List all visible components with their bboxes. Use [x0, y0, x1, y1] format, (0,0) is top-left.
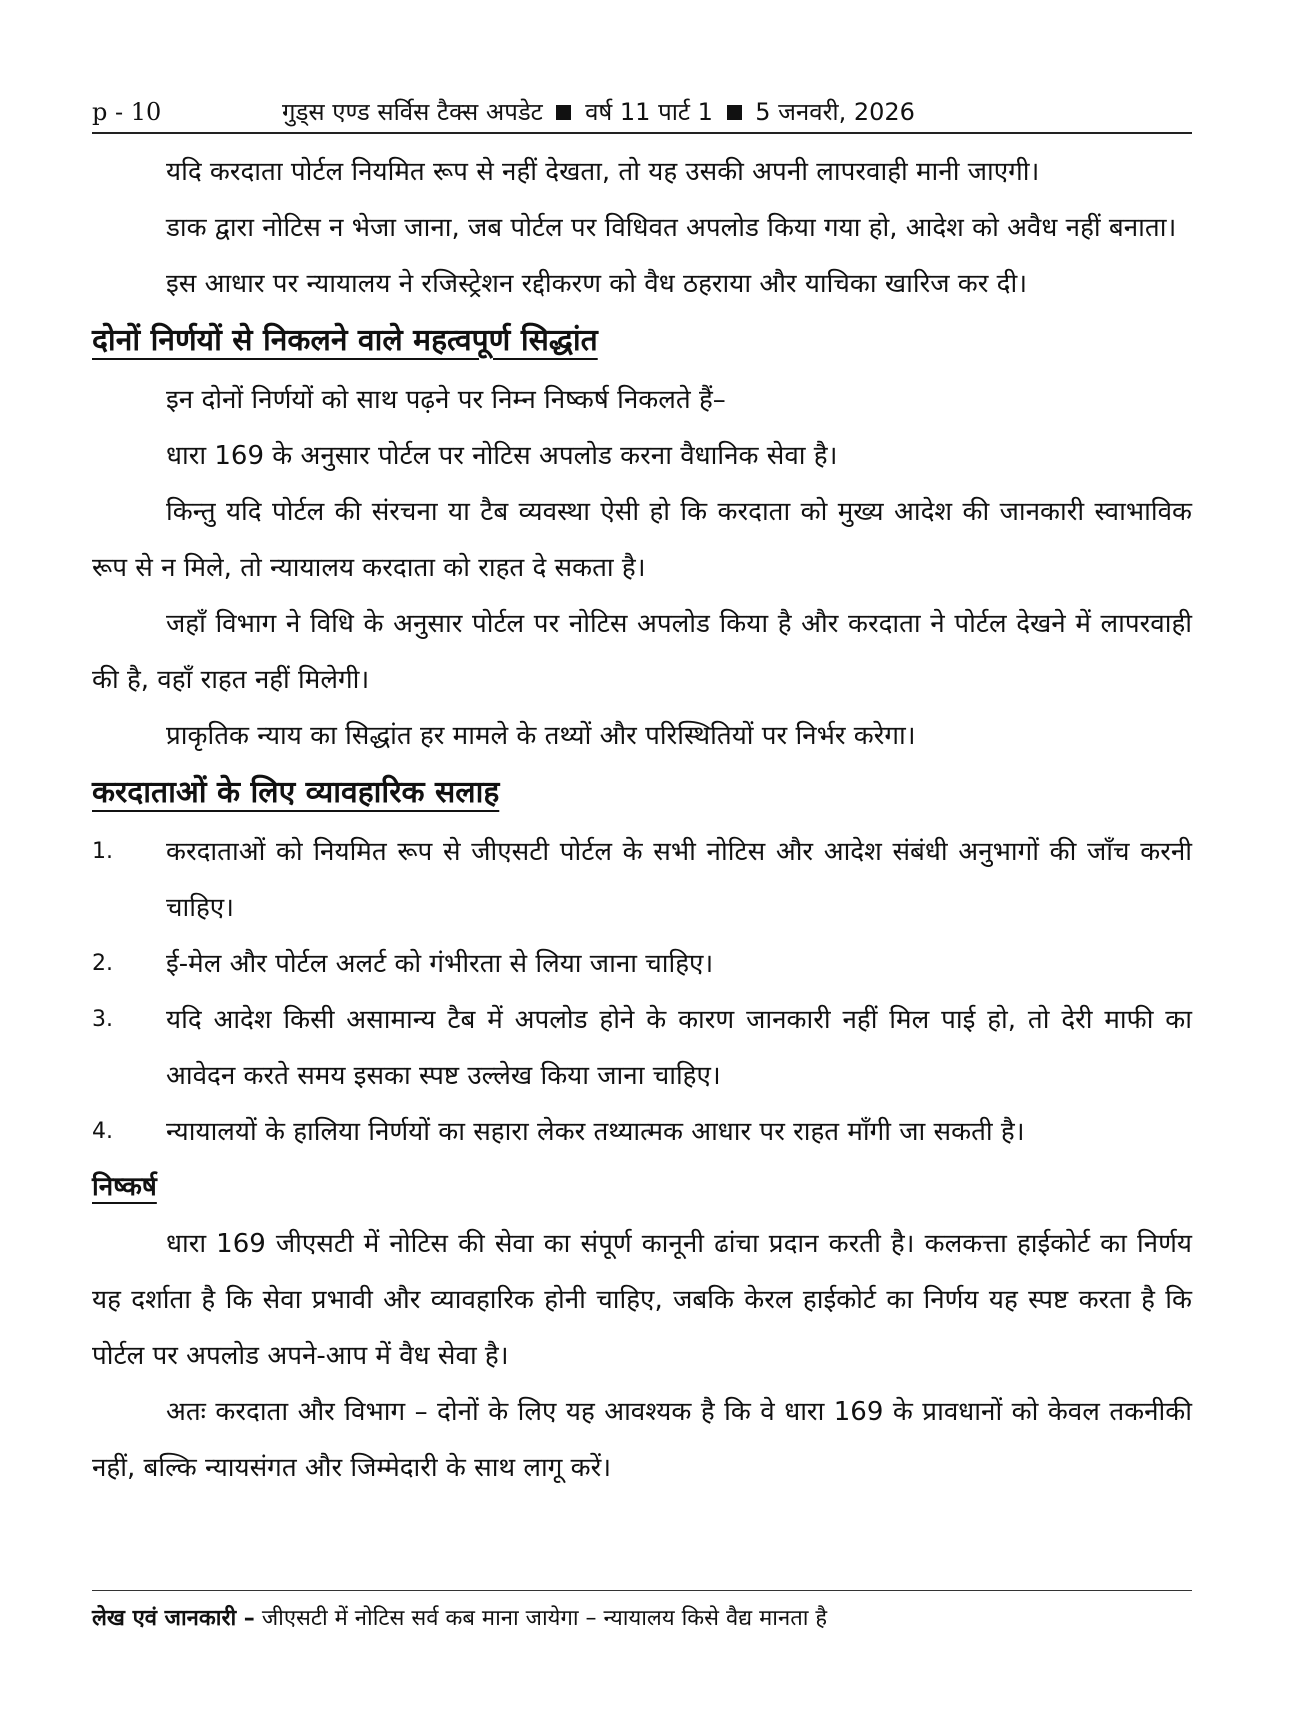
- paragraph: धारा 169 जीएसटी में नोटिस की सेवा का संपूर्ण कानूनी ढांचा प्रदान करती है। कलकत्ता हाईकोर्ट का निर्णय यह दर्शाता है कि सेवा प्रभावी और व्यावहारिक होनी चाहिए, जबकि केरल हाईकोर्ट का निर्णय यह स्पष्ट करता है कि पोर्टल पर अपलोड अपने-आप में वैध सेवा है।: [92, 1229, 1192, 1371]
- footer-label: लेख एवं जानकारी –: [92, 1606, 255, 1631]
- square-bullet-icon: [556, 105, 571, 120]
- paragraph: इन दोनों निर्णयों को साथ पढ़ने पर निम्न निष्कर्ष निकलते हैं–: [166, 385, 726, 415]
- square-bullet-icon: [727, 105, 742, 120]
- running-footer: [92, 1590, 1192, 1635]
- advice-list: [92, 824, 1192, 1160]
- issue-date: 5 जनवरी, 2026: [755, 98, 915, 126]
- list-item: 3. यदि आदेश किसी असामान्य टैब में अपलोड होने के कारण जानकारी नहीं मिल पाई हो, तो देरी माफी का आवेदन करते समय इसका स्पष्ट उल्लेख किया जाना चाहिए।: [92, 1005, 1192, 1091]
- volume-info: वर्ष 11 पार्ट 1: [585, 98, 713, 126]
- section-heading-advice: करदाताओं के लिए व्यावहारिक सलाह: [92, 775, 500, 810]
- paragraph: अतः करदाता और विभाग – दोनों के लिए यह आवश्यक है कि वे धारा 169 के प्रावधानों को केवल तकनीकी नहीं, बल्कि न्यायसंगत और जिम्मेदारी के साथ लागू करें।: [92, 1397, 1192, 1483]
- section-heading-conclusion: निष्कर्ष: [92, 1172, 157, 1202]
- paragraph: जहाँ विभाग ने विधि के अनुसार पोर्टल पर नोटिस अपलोड किया है और करदाता ने पोर्टल देखने में लापरवाही की है, वहाँ राहत नहीं मिलेगी।: [92, 609, 1192, 695]
- masthead: [282, 92, 915, 132]
- paragraph: किन्तु यदि पोर्टल की संरचना या टैब व्यवस्था ऐसी हो कि करदाता को मुख्य आदेश की जानकारी स्वाभाविक रूप से न मिले, तो न्यायालय करदाता को राहत दे सकता है।: [92, 497, 1192, 583]
- list-item: 1. करदाताओं को नियमित रूप से जीएसटी पोर्टल के सभी नोटिस और आदेश संबंधी अनुभागों की जाँच करनी चाहिए।: [92, 837, 1192, 923]
- article-body: [92, 144, 1192, 1496]
- list-item: 2. ई-मेल और पोर्टल अलर्ट को गंभीरता से लिया जाना चाहिए।: [92, 949, 714, 979]
- list-item: 4. न्यायालयों के हालिया निर्णयों का सहारा लेकर तथ्यात्मक आधार पर राहत माँगी जा सकती है।: [92, 1117, 1025, 1147]
- publication-name: गुड्स एण्ड सर्विस टैक्स अपडेट: [282, 98, 543, 126]
- page: [92, 92, 1192, 1496]
- running-header: [92, 92, 1192, 134]
- section-heading-principles: दोनों निर्णयों से निकलने वाले महत्वपूर्ण सिद्धांत: [92, 323, 598, 358]
- paragraph: डाक द्वारा नोटिस न भेजा जाना, जब पोर्टल पर विधिवत अपलोड किया गया हो, आदेश को अवैध नहीं बनाता।: [166, 213, 1177, 243]
- paragraph: यदि करदाता पोर्टल नियमित रूप से नहीं देखता, तो यह उसकी अपनी लापरवाही मानी जाएगी।: [166, 157, 1040, 187]
- page-number: p - 10: [92, 98, 162, 126]
- footer-title: जीएसटी में नोटिस सर्व कब माना जायेगा – न्यायालय किसे वैद्य मानता है: [261, 1606, 828, 1631]
- paragraph: इस आधार पर न्यायालय ने रजिस्ट्रेशन रद्दीकरण को वैध ठहराया और याचिका खारिज कर दी।: [166, 269, 1028, 299]
- paragraph: प्राकृतिक न्याय का सिद्धांत हर मामले के तथ्यों और परिस्थितियों पर निर्भर करेगा।: [166, 721, 916, 751]
- paragraph: धारा 169 के अनुसार पोर्टल पर नोटिस अपलोड करना वैधानिक सेवा है।: [166, 441, 838, 471]
